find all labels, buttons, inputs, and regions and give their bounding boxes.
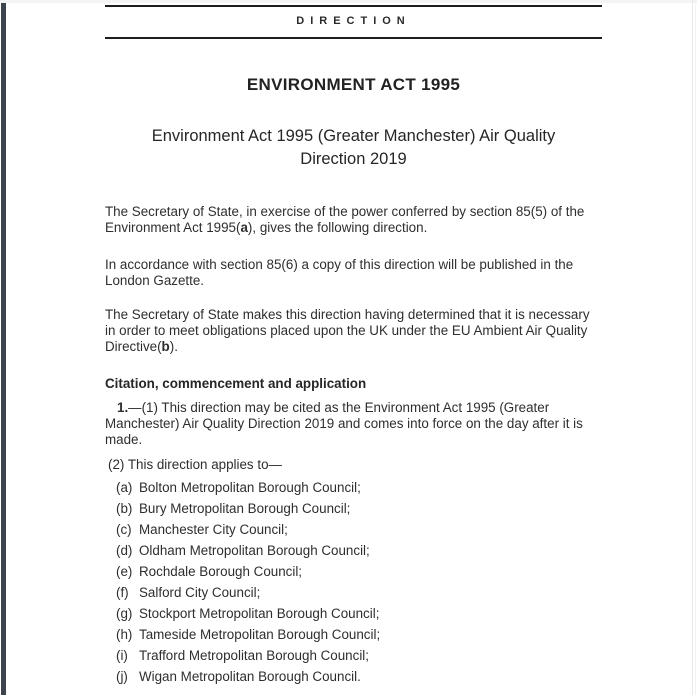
paragraph-determination <box>105 307 602 355</box>
list-item-text: Stockport Metropolitan Borough Council; <box>139 606 380 621</box>
list-marker: (i) <box>116 648 128 663</box>
list-item-text: Trafford Metropolitan Borough Council; <box>139 648 369 663</box>
footnote-marker-a: a <box>240 220 248 235</box>
list-marker: (h) <box>116 627 133 642</box>
footnote-marker-b: b <box>161 339 170 354</box>
list-item-tameside <box>105 627 602 642</box>
paragraph-determination-pre: The Secretary of State makes this direction having determined that it is necessary in order to meet obligations placed upon the UK under the EU Ambient Air Quality Directive( <box>105 307 590 354</box>
document-content <box>105 0 602 690</box>
act-title: ENVIRONMENT ACT 1995 <box>246 75 461 94</box>
list-item-wigan <box>105 669 602 684</box>
direction-title: Environment Act 1995 (Greater Manchester) Air Quality Direction 2019 <box>151 127 556 168</box>
list-marker: (c) <box>116 522 132 537</box>
list-item-text: Salford City Council; <box>139 585 261 600</box>
direction-banner-label: DIRECTION <box>296 15 411 27</box>
list-marker: (b) <box>116 501 133 516</box>
list-item-text: Bolton Metropolitan Borough Council; <box>139 480 361 495</box>
paragraph-determination-post: ). <box>169 339 178 354</box>
list-item-text: Tameside Metropolitan Borough Council; <box>139 627 381 642</box>
list-item-bury <box>105 501 602 516</box>
list-item-rochdale <box>105 564 602 579</box>
section-heading-citation: Citation, commencement and application <box>105 376 367 391</box>
paragraph-power-post: ), gives the following direction. <box>247 220 428 235</box>
banner-rule-bottom <box>105 37 602 39</box>
paragraph-power-conferred <box>105 204 602 236</box>
clause-2: (2) This direction applies to— <box>108 457 282 472</box>
list-item-manchester <box>105 522 602 537</box>
list-item-text: Oldham Metropolitan Borough Council; <box>139 543 370 558</box>
list-item-text: Bury Metropolitan Borough Council; <box>139 501 351 516</box>
list-marker: (e) <box>116 564 133 579</box>
list-item-stockport <box>105 606 602 621</box>
list-item-salford <box>105 585 602 600</box>
applies-list <box>105 480 602 684</box>
paragraph-power-pre: The Secretary of State, in exercise of the power conferred by section 85(5) of the Environment Act 1995( <box>105 204 585 235</box>
list-marker: (g) <box>116 606 133 621</box>
list-marker: (d) <box>116 543 133 558</box>
clause-1-number: 1. <box>117 400 129 415</box>
window-right-edge-line-outer <box>695 0 696 695</box>
list-marker: (f) <box>116 585 129 600</box>
list-marker: (a) <box>116 480 133 495</box>
list-item-text: Manchester City Council; <box>139 522 288 537</box>
list-item-trafford <box>105 648 602 663</box>
list-item-oldham <box>105 543 602 558</box>
window-left-edge <box>1 0 6 695</box>
list-marker: (j) <box>116 669 128 684</box>
paragraph-gazette: In accordance with section 85(6) a copy of this direction will be published in the London Gazette. <box>105 257 574 288</box>
clause-1 <box>105 400 602 448</box>
window-right-edge-line <box>692 0 693 695</box>
list-item-text: Rochdale Borough Council; <box>139 564 303 579</box>
clause-1-text: —(1) This direction may be cited as the Environment Act 1995 (Greater Manchester) Air Quality Direction 2019 and comes into force on the day after it is made. <box>105 400 583 447</box>
list-item-bolton <box>105 480 602 495</box>
list-item-text: Wigan Metropolitan Borough Council. <box>139 669 361 684</box>
